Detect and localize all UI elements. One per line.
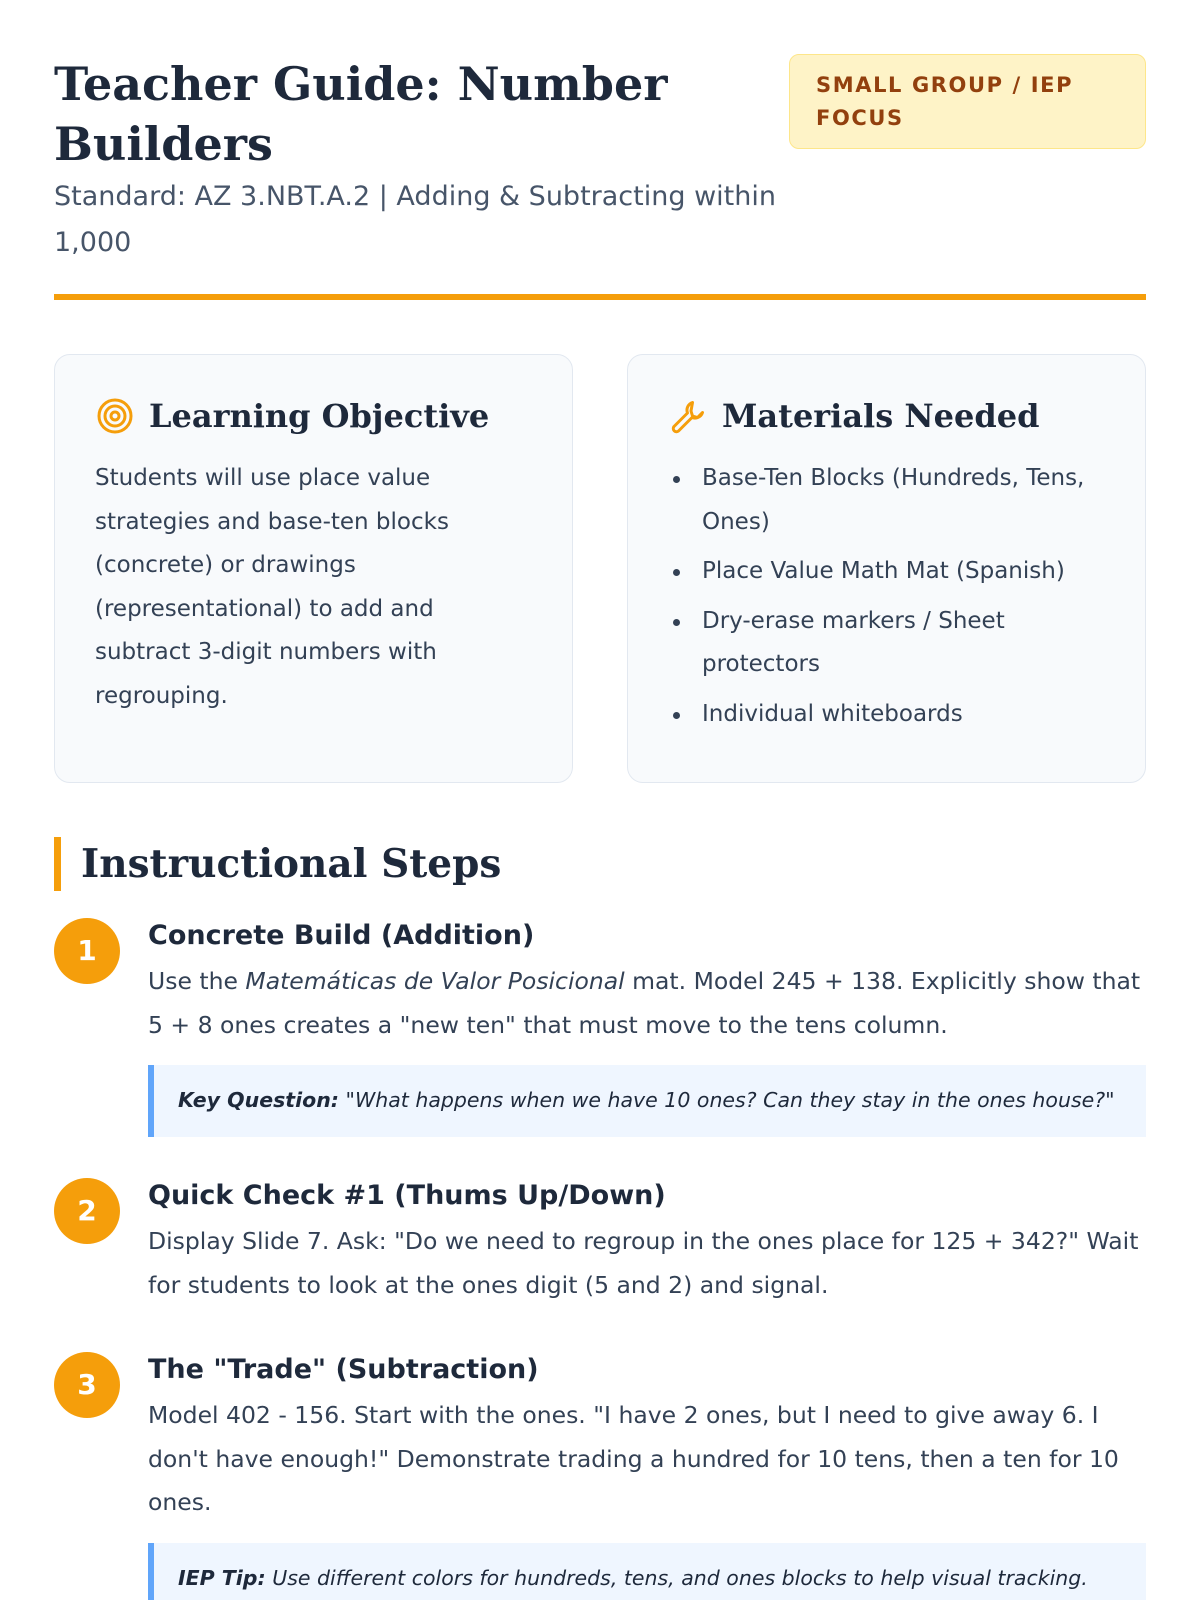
learning-objective-text: Students will use place value strategies and base-ten blocks (concrete) or drawings (representational) to add and subtract 3-digit numbers with regrouping. xyxy=(95,465,449,709)
step-title: The "Trade" (Subtraction) xyxy=(148,1354,539,1385)
learning-objective-card xyxy=(54,354,573,783)
step-content xyxy=(148,1178,1146,1307)
list-item: Individual whiteboards xyxy=(668,693,1105,737)
callout-text: Use different colors for hundreds, tens, and ones blocks to help visual tracking. xyxy=(265,1565,1088,1590)
step-title: Concrete Build (Addition) xyxy=(148,920,535,951)
key-question-callout xyxy=(148,1065,1146,1137)
step-text-before: Use the xyxy=(148,967,246,995)
materials-title: Materials Needed xyxy=(722,397,1040,435)
list-item: Dry-erase markers / Sheet protectors xyxy=(668,600,1105,687)
target-icon xyxy=(95,396,135,436)
step-description xyxy=(148,960,1146,1047)
step-content xyxy=(148,918,1146,1137)
focus-badge: SMALL GROUP / IEP FOCUS xyxy=(789,54,1146,149)
step-title: Quick Check #1 (Thums Up/Down) xyxy=(148,1180,666,1211)
instructional-steps-heading: Instructional Steps xyxy=(54,837,501,891)
standard-subtitle: Standard: AZ 3.NBT.A.2 | Adding & Subtracting within 1,000 xyxy=(54,181,776,258)
step-text-after: mat. Model 245 + 138. Explicitly show that 5 + 8 ones creates a "new ten" that must move to the tens column. xyxy=(148,967,1141,1039)
callout-label: IEP Tip: xyxy=(178,1565,266,1590)
materials-card xyxy=(627,354,1146,783)
step-number-badge: 2 xyxy=(54,1178,120,1244)
wrench-icon xyxy=(668,396,708,436)
iep-tip-callout xyxy=(148,1543,1146,1600)
callout-text: "What happens when we have 10 ones? Can they stay in the ones house?" xyxy=(339,1088,1115,1112)
materials-list xyxy=(668,457,1105,736)
header-divider xyxy=(54,294,1146,300)
step-text-emphasis: Matemáticas de Valor Posicional xyxy=(245,967,625,995)
learning-objective-header xyxy=(95,395,532,437)
list-item: Place Value Math Mat (Spanish) xyxy=(668,550,1105,594)
learning-objective-title: Learning Objective xyxy=(149,397,490,435)
step-description: Model 402 - 156. Start with the ones. "I have 2 ones, but I need to give away 6. I don't have enough!" Demonstrate trading a hundred for 10 tens, then a ten for 10 ones. xyxy=(148,1401,1119,1516)
step-number-badge: 3 xyxy=(54,1352,120,1418)
callout-label: Key Question: xyxy=(178,1088,339,1112)
step-content xyxy=(148,1352,1146,1600)
materials-header xyxy=(668,395,1105,437)
page-title: Teacher Guide: Number Builders xyxy=(54,57,668,171)
step-description: Display Slide 7. Ask: "Do we need to regroup in the ones place for 125 + 342?" Wait for students to look at the ones digit (5 and 2) and signal. xyxy=(148,1227,1139,1299)
list-item: Base-Ten Blocks (Hundreds, Tens, Ones) xyxy=(668,457,1105,544)
step-number-badge: 1 xyxy=(54,918,120,984)
